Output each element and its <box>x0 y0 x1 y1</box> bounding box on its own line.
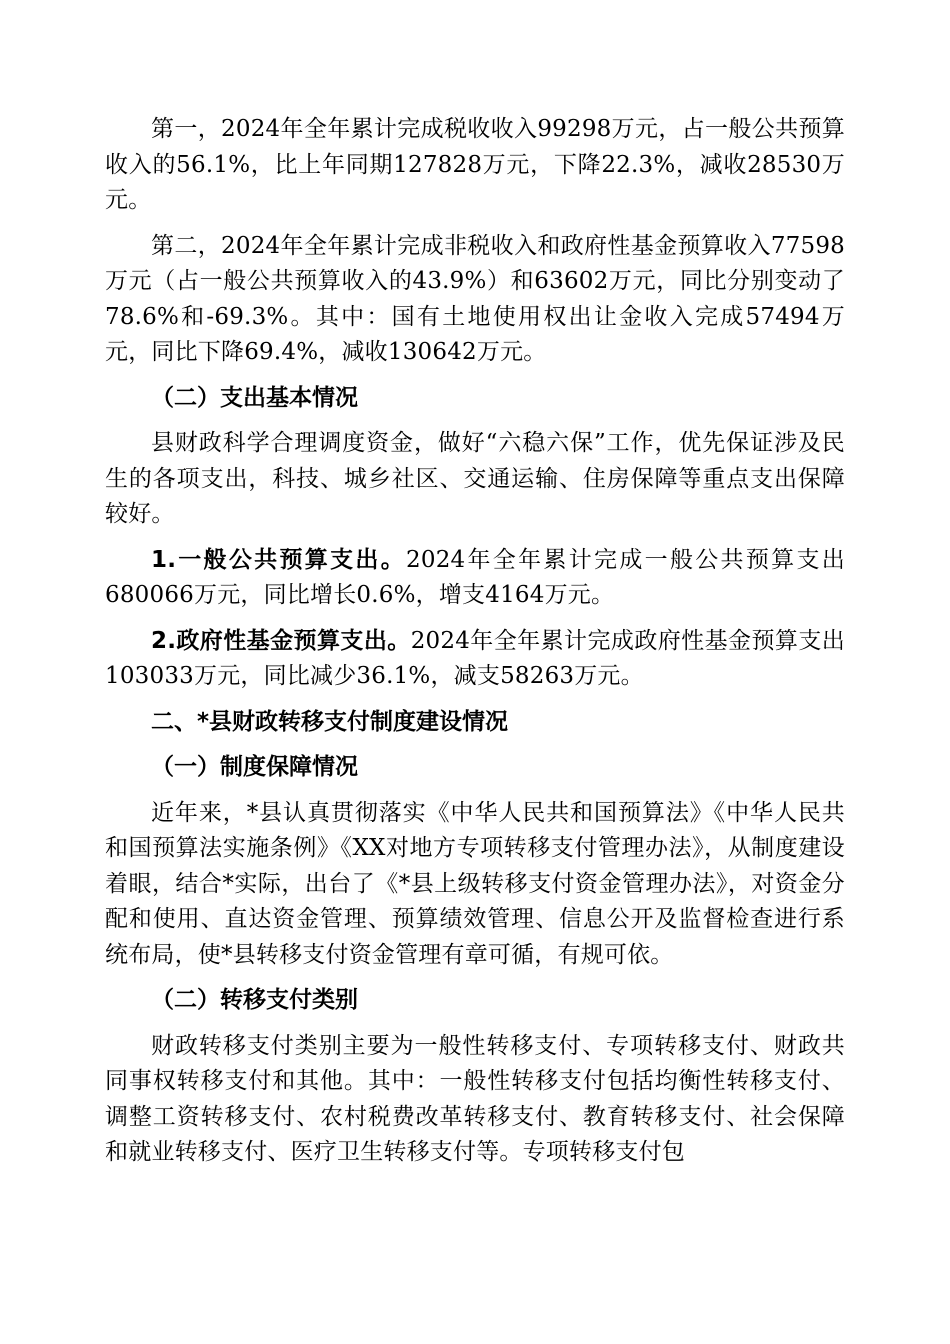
lead-general-budget-expenditure: 1.一般公共预算支出。 <box>151 546 407 573</box>
paragraph-non-tax-revenue: 第二，2024年全年累计完成非税收入和政府性基金预算收入77598万元（占一般公共预算收入的43.9%）和63602万元，同比分别变动了78.6%和-69.3%。其中：国有土地使用权出让金收入完成57494万元，同比下降69.4%，减收130642万元。 <box>105 232 845 365</box>
paragraph-system-guarantee: 近年来，*县认真贯彻落实《中华人民共和国预算法》《中华人民共和国预算法实施条例》《XX对地方专项转移支付管理办法》，从制度建设着眼，结合*实际，出台了《*县上级转移支付资金管理办法》，对资金分配和使用、直达资金管理、预算绩效管理、信息公开及监督检查进行系统布局，使*县转移支付资金管理有章可循，有规可依。 <box>105 799 845 968</box>
body-fund-budget-expenditure: 2024年全年累计完成政府性基金预算支出103033万元，同比减少36.1%，减支58263万元。 <box>105 627 845 689</box>
heading-system-guarantee: （一）制度保障情况 <box>151 754 358 780</box>
paragraph-general-budget-expenditure <box>105 543 845 614</box>
paragraph-fund-budget-expenditure <box>105 624 845 695</box>
paragraph-expenditure-summary: 县财政科学合理调度资金，做好“六稳六保”工作，优先保证涉及民生的各项支出，科技、城乡社区、交通运输、住房保障等重点支出保障较好。 <box>105 430 845 527</box>
lead-fund-budget-expenditure: 2.政府性基金预算支出。 <box>151 627 411 654</box>
paragraph-tax-revenue: 第一，2024年全年累计完成税收收入99298万元，占一般公共预算收入的56.1%，比上年同期127828万元，下降22.3%，减收28530万元。 <box>105 116 845 213</box>
document-page <box>105 112 845 1181</box>
heading-expenditure-overview: （二）支出基本情况 <box>151 384 358 411</box>
body-general-budget-expenditure: 2024年全年累计完成一般公共预算支出680066万元，同比增长0.6%，增支4164万元。 <box>105 546 845 608</box>
heading-transfer-categories: （二）转移支付类别 <box>151 987 358 1013</box>
heading-transfer-system: 二、*县财政转移支付制度建设情况 <box>151 708 509 735</box>
paragraph-transfer-categories: 财政转移支付类别主要为一般性转移支付、专项转移支付、财政共同事权转移支付和其他。其中：一般性转移支付包括均衡性转移支付、调整工资转移支付、农村税费改革转移支付、教育转移支付、社会保障和就业转移支付、医疗卫生转移支付等。专项转移支付包 <box>105 1032 845 1165</box>
